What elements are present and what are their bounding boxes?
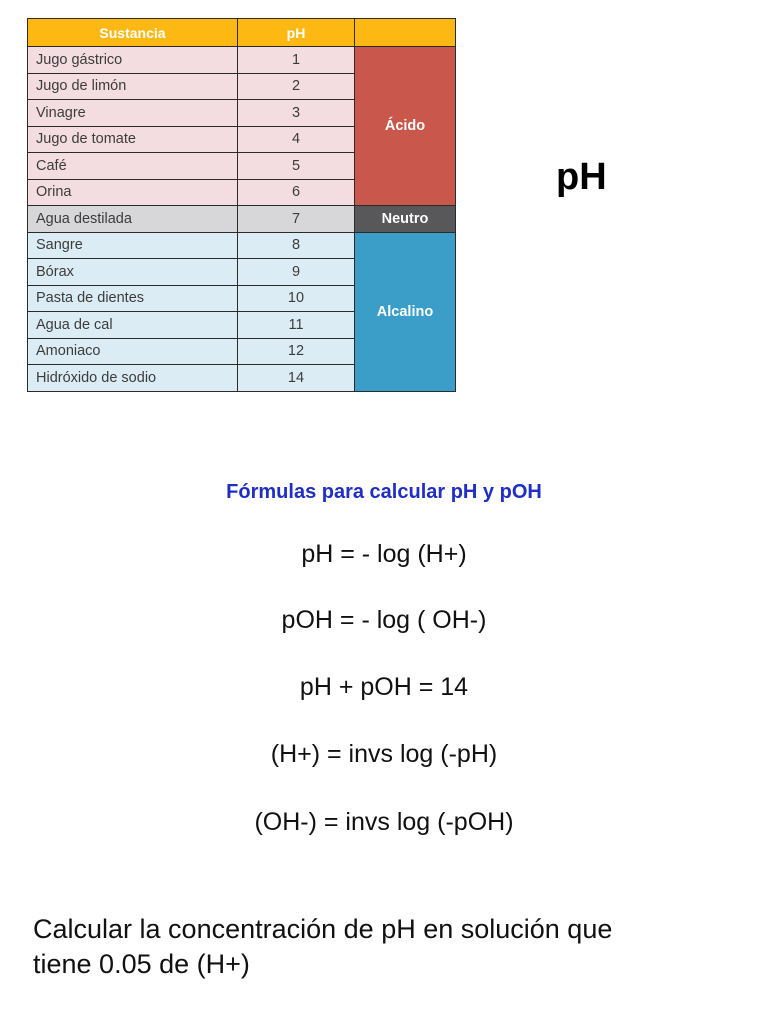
substance-cell: Vinagre bbox=[28, 100, 238, 127]
ph-cell: 4 bbox=[238, 126, 355, 153]
header-substance: Sustancia bbox=[28, 19, 238, 47]
problem-line-1: Calcular la concentración de pH en solución que bbox=[33, 914, 613, 944]
ph-cell: 5 bbox=[238, 153, 355, 180]
table-row bbox=[28, 206, 456, 233]
ph-scale-table bbox=[27, 18, 456, 392]
problem-statement bbox=[33, 912, 733, 982]
ph-cell: 3 bbox=[238, 100, 355, 127]
table-row bbox=[28, 47, 456, 74]
table-header-row bbox=[28, 19, 456, 47]
formula-h-concentration: (H+) = invs log (-pH) bbox=[270, 740, 498, 768]
ph-cell: 7 bbox=[238, 206, 355, 233]
formula-oh-concentration: (OH-) = invs log (-pOH) bbox=[254, 808, 514, 836]
formula-ph: pH = - log (H+) bbox=[301, 540, 467, 568]
substance-cell: Orina bbox=[28, 179, 238, 206]
header-ph: pH bbox=[238, 19, 355, 47]
ph-cell: 2 bbox=[238, 73, 355, 100]
formula-sum: pH + pOH = 14 bbox=[299, 673, 469, 701]
formula-poh: pOH = - log ( OH-) bbox=[281, 606, 487, 634]
substance-cell: Bórax bbox=[28, 259, 238, 286]
formulas-heading: Fórmulas para calcular pH y pOH bbox=[226, 481, 542, 503]
substance-cell: Jugo de limón bbox=[28, 73, 238, 100]
substance-cell: Agua de cal bbox=[28, 312, 238, 339]
substance-cell: Jugo gástrico bbox=[28, 47, 238, 74]
substance-cell: Café bbox=[28, 153, 238, 180]
substance-cell: Pasta de dientes bbox=[28, 285, 238, 312]
substance-cell: Sangre bbox=[28, 232, 238, 259]
substance-cell: Jugo de tomate bbox=[28, 126, 238, 153]
ph-cell: 11 bbox=[238, 312, 355, 339]
ph-cell: 6 bbox=[238, 179, 355, 206]
ph-cell: 1 bbox=[238, 47, 355, 74]
page-title: pH bbox=[556, 156, 607, 198]
problem-line-2: tiene 0.05 de (H+) bbox=[33, 949, 250, 979]
substance-cell: Agua destilada bbox=[28, 206, 238, 233]
ph-cell: 10 bbox=[238, 285, 355, 312]
category-acid: Ácido bbox=[355, 47, 456, 206]
table-row bbox=[28, 232, 456, 259]
substance-cell: Hidróxido de sodio bbox=[28, 365, 238, 392]
category-alkaline: Alcalino bbox=[355, 232, 456, 391]
category-neutral: Neutro bbox=[355, 206, 456, 233]
ph-cell: 12 bbox=[238, 338, 355, 365]
ph-cell: 8 bbox=[238, 232, 355, 259]
ph-cell: 9 bbox=[238, 259, 355, 286]
header-category bbox=[355, 19, 456, 47]
substance-cell: Amoniaco bbox=[28, 338, 238, 365]
ph-cell: 14 bbox=[238, 365, 355, 392]
